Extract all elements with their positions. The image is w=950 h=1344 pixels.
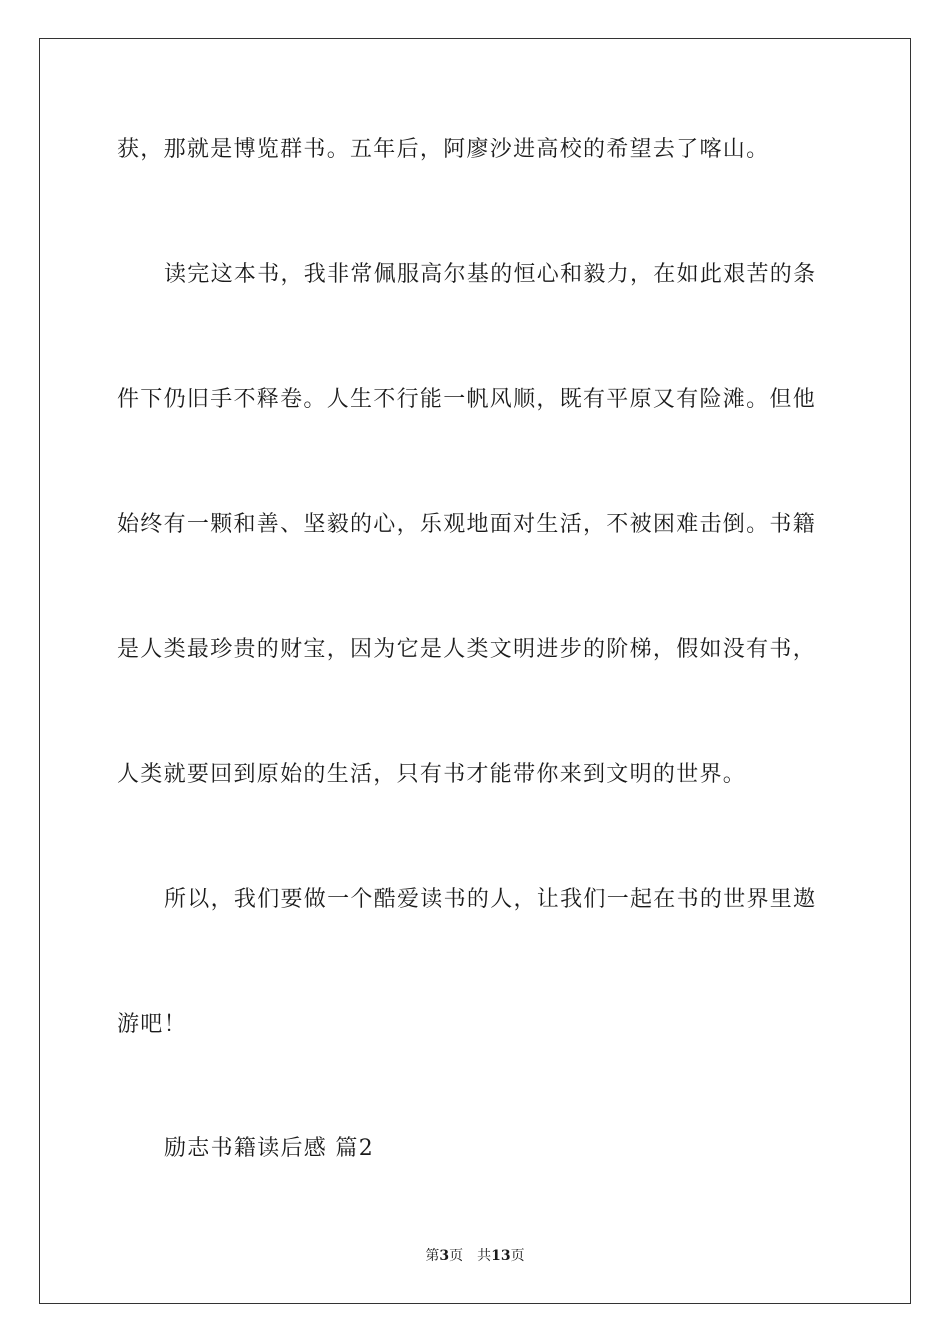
footer-page-number: 3 bbox=[439, 1248, 450, 1264]
footer-total-number: 13 bbox=[491, 1248, 511, 1264]
footer-page-prefix: 第 bbox=[425, 1248, 440, 1264]
footer-page-suffix: 页 bbox=[449, 1248, 464, 1264]
paragraph-line-6: 人类就要回到原始的生活，只有书才能带你来到文明的世界。 bbox=[117, 762, 747, 787]
footer-total-prefix: 共 bbox=[477, 1248, 492, 1264]
paragraph-line-5: 是人类最珍贵的财宝，因为它是人类文明进步的阶梯，假如没有书， bbox=[117, 637, 817, 662]
paragraph-line-4: 始终有一颗和善、坚毅的心，乐观地面对生活，不被困难击倒。书籍 bbox=[117, 512, 817, 537]
paragraph-line-1: 获，那就是博览群书。五年后，阿廖沙进高校的希望去了喀山。 bbox=[117, 137, 770, 162]
section-heading: 励志书籍读后感 篇2 bbox=[164, 1136, 374, 1161]
paragraph-line-2: 读完这本书，我非常佩服高尔基的恒心和毅力，在如此艰苦的条 bbox=[164, 262, 817, 287]
page-footer bbox=[0, 1247, 950, 1265]
paragraph-line-3: 件下仍旧手不释卷。人生不行能一帆风顺，既有平原又有险滩。但他 bbox=[117, 387, 817, 412]
page-border bbox=[39, 38, 911, 1304]
paragraph-line-7: 所以，我们要做一个酷爱读书的人，让我们一起在书的世界里遨 bbox=[164, 887, 817, 912]
paragraph-line-8: 游吧！ bbox=[117, 1012, 187, 1037]
footer-total-suffix: 页 bbox=[510, 1248, 525, 1264]
